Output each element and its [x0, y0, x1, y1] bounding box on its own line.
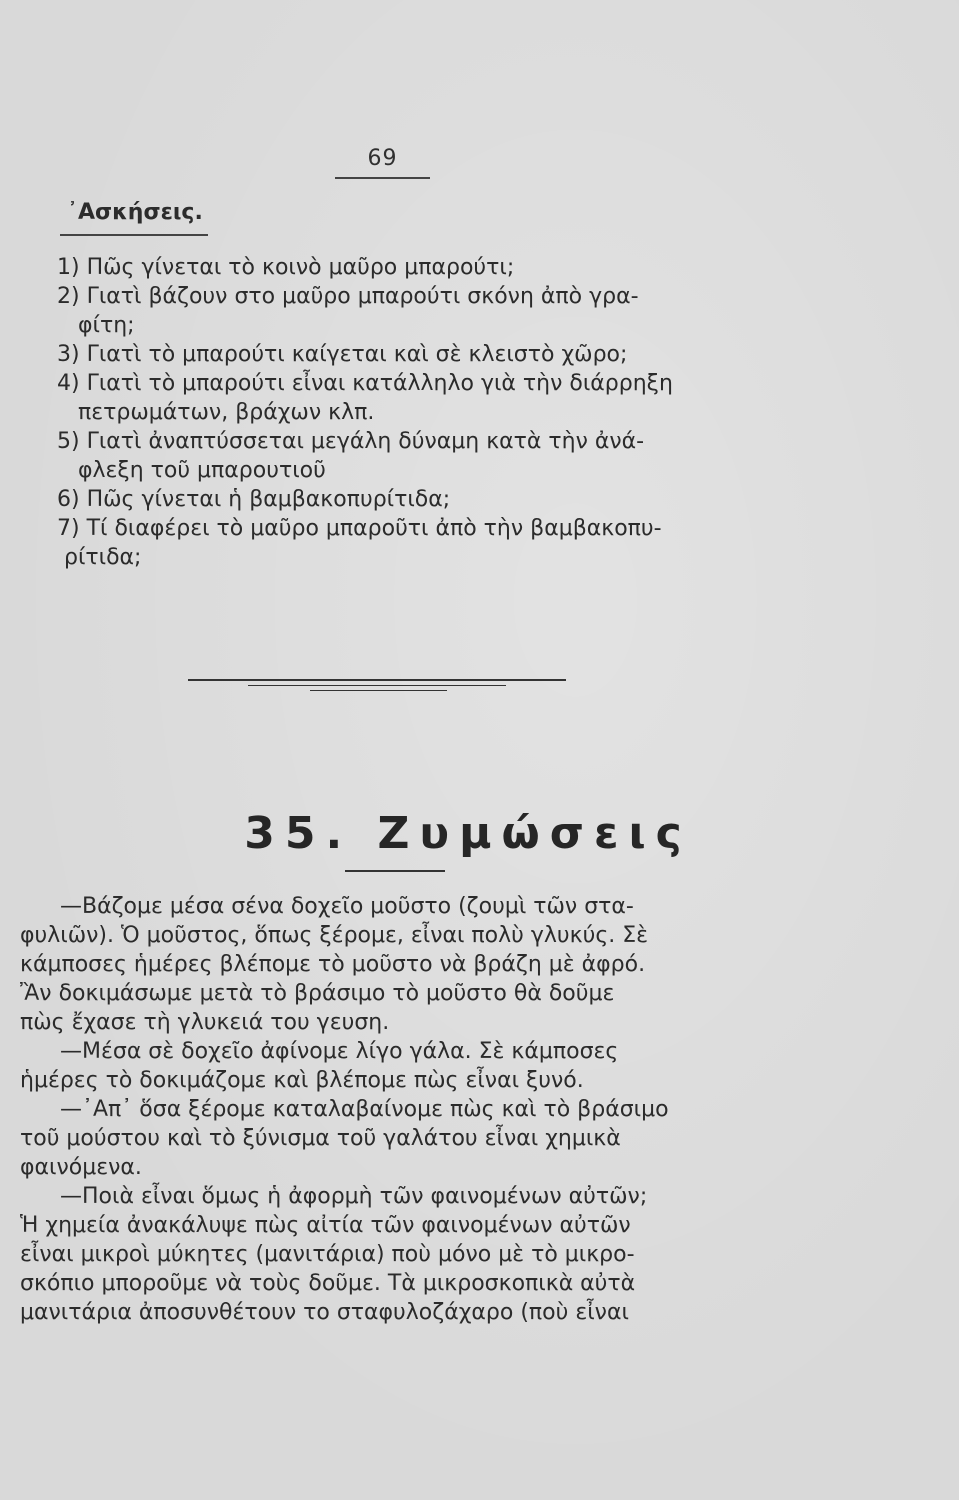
exercise-line [57, 283, 725, 311]
paragraph-line: —Βάζομε μέσα σένα δοχεῖο μοῦστο (ζουμὶ τῶν στα- [60, 894, 634, 919]
paragraph-line: φυλιῶν). Ὁ μοῦστος, ὅπως ξέρομε, εἶναι πολὺ γλυκύς. Σὲ [20, 923, 649, 948]
paragraph-line: Ἡ χημεία ἀνακάλυψε πὼς αἰτία τῶν φαινομένων αὐτῶν [20, 1213, 631, 1238]
section-title-rule [345, 870, 445, 872]
exercise-line: φλεξη τοῦ μπαρουτιοῦ [78, 458, 326, 483]
exercise-line: 6) Πῶς γίνεται ἡ βαμβακοπυρίτιδα; [57, 487, 451, 512]
exercise-line-text: 2) Γιατὶ βάζουν στο μαῦρο μπαρούτι σκόνη ἀπὸ γρα- [57, 284, 639, 309]
exercise-line: 5) Γιατὶ ἀναπτύσσεται μεγάλη δύναμη κατὰ τὴν ἀνά- [57, 429, 645, 454]
paragraph-line: φαινόμενα. [20, 1155, 142, 1180]
exercises-heading-rule [60, 234, 208, 236]
exercise-line: ρίτιδα; [64, 545, 142, 570]
paragraph-line: κάμποσες ἡμέρες βλέπομε τὸ μοῦστο νὰ βράζη μὲ ἀφρό. [20, 952, 646, 977]
paragraph-line: —Ποιὰ εἶναι ὅμως ἡ ἀφορμὴ τῶν φαινομένων αὐτῶν; [60, 1184, 648, 1209]
section-title: 35. Ζυμώσεις [244, 808, 692, 859]
exercise-line: 3) Γιατὶ τὸ μπαρούτι καίγεται καὶ σὲ κλειστὸ χῶρο; [57, 342, 628, 367]
page-number-rule [335, 177, 430, 179]
page-number: 69 [367, 146, 398, 171]
paragraph-line: πὼς ἔχασε τὴ γλυκειά του γευση. [20, 1010, 390, 1035]
paragraph-line: σκόπιο μποροῦμε νὰ τοὺς δοῦμε. Τὰ μικροσκοπικὰ αὐτὰ [20, 1271, 636, 1296]
separator-rule-top [188, 679, 566, 681]
exercise-line: 7) Τί διαφέρει τὸ μαῦρο μπαροῦτι ἀπὸ τὴν βαμβακοπυ- [57, 516, 662, 541]
paragraph-line: —Μέσα σὲ δοχεῖο ἀφίνομε λίγο γάλα. Σὲ κάμποσες [60, 1039, 619, 1064]
separator-rule-bottom [310, 690, 447, 691]
exercise-line: 1) Πῶς γίνεται τὸ κοινὸ μαῦρο μπαρούτι; [57, 255, 515, 280]
exercises-heading: ᾿Ασκήσεις. [67, 200, 203, 225]
paragraph-line: εἶναι μικροὶ μύκητες (μανιτάρια) ποὺ μόνο μὲ τὸ μικρο- [20, 1242, 635, 1267]
separator-rule-middle [248, 685, 506, 686]
exercise-line: πετρωμάτων, βράχων κλπ. [78, 400, 375, 425]
exercise-line: 4) Γιατὶ τὸ μπαρούτι εἶναι κατάλληλο γιὰ τὴν διάρρηξη [57, 371, 673, 396]
paragraph-line: Ἂν δοκιμάσωμε μετὰ τὸ βράσιμο τὸ μοῦστο θὰ δοῦμε [20, 981, 615, 1006]
paragraph-line: μανιτάρια ἀποσυνθέτουν το σταφυλοζάχαρο (ποὺ εἶναι [20, 1300, 629, 1325]
paragraph-line: ἡμέρες τὸ δοκιμάζομε καὶ βλέπομε πὼς εἶναι ξυνό. [20, 1068, 584, 1093]
paragraph-line: —᾿Απ᾿ ὅσα ξέρομε καταλαβαίνομε πὼς καὶ τὸ βράσιμο [60, 1097, 669, 1122]
paragraph-line: τοῦ μούστου καὶ τὸ ξύνισμα τοῦ γαλάτου εἶναι χημικὰ [20, 1126, 621, 1151]
exercise-line: φίτη; [78, 313, 135, 338]
